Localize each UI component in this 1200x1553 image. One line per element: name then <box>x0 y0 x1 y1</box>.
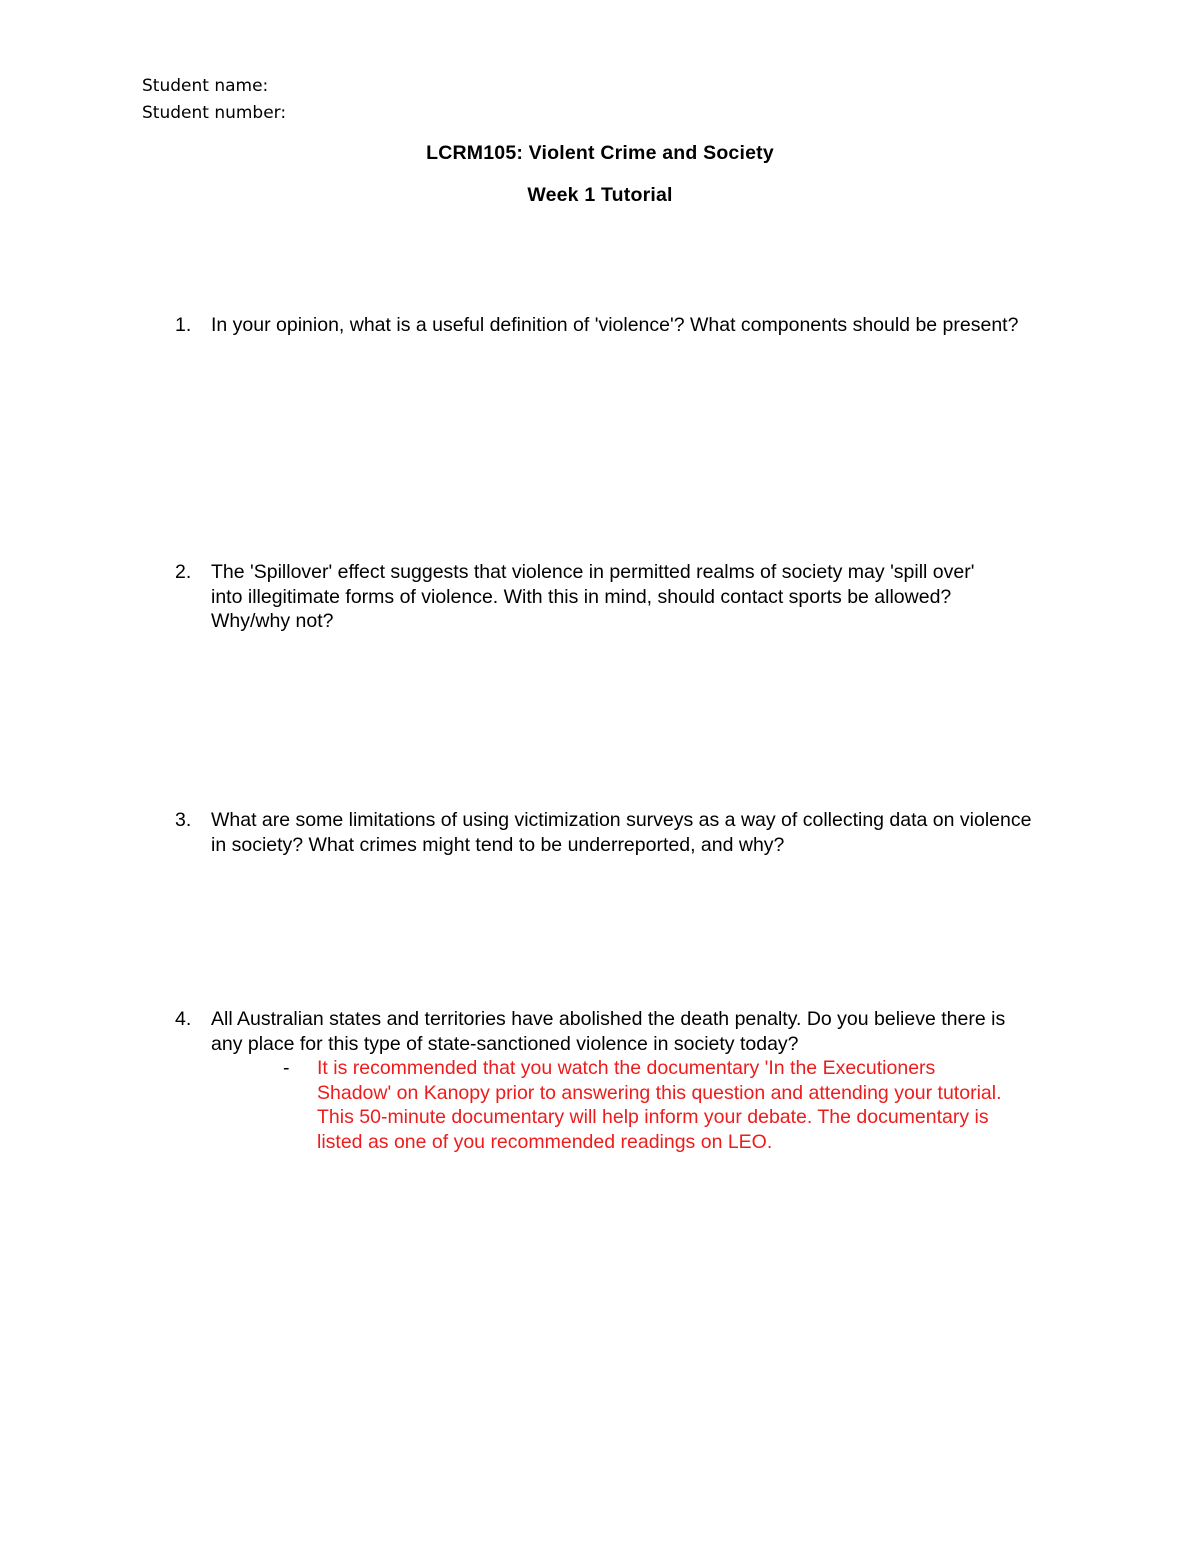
note-text: It is recommended that you watch the documentary 'In the Executioners Shadow' on Kanopy prior to answering this question and attending your tutorial. This 50-minute documentary will help inform your debate. The documentary is listed as one of you recommended readings on LEO. <box>317 1057 1002 1153</box>
question-text: In your opinion, what is a useful definition of 'violence'? What components should be present? <box>211 314 1019 336</box>
question-number: 4. <box>175 1008 192 1030</box>
question-2 <box>175 560 1005 634</box>
question-3 <box>175 808 1045 857</box>
student-name-label: Student name: <box>142 76 269 96</box>
week-title: Week 1 Tutorial <box>527 184 673 206</box>
question-4 <box>175 1007 1025 1056</box>
student-number-label: Student number: <box>142 103 287 123</box>
question-number: 2. <box>175 561 192 583</box>
question-text: All Australian states and territories have abolished the death penalty. Do you believe there is any place for this type of state-sanctioned violence in society today? <box>211 1008 1006 1055</box>
question-number: 1. <box>175 314 192 336</box>
course-title: LCRM105: Violent Crime and Society <box>426 142 774 164</box>
question-number: 3. <box>175 809 192 831</box>
note-bullet: - <box>283 1057 290 1079</box>
student-info <box>142 73 286 127</box>
documentary-note <box>283 1056 1013 1154</box>
question-text: What are some limitations of using victimization surveys as a way of collecting data on violence in society? What crimes might tend to be underreported, and why? <box>211 809 1032 856</box>
question-text: The 'Spillover' effect suggests that violence in permitted realms of society may 'spill over' into illegitimate forms of violence. With this in mind, should contact sports be allowed? Why/why not? <box>211 561 975 632</box>
question-1 <box>175 313 1025 338</box>
